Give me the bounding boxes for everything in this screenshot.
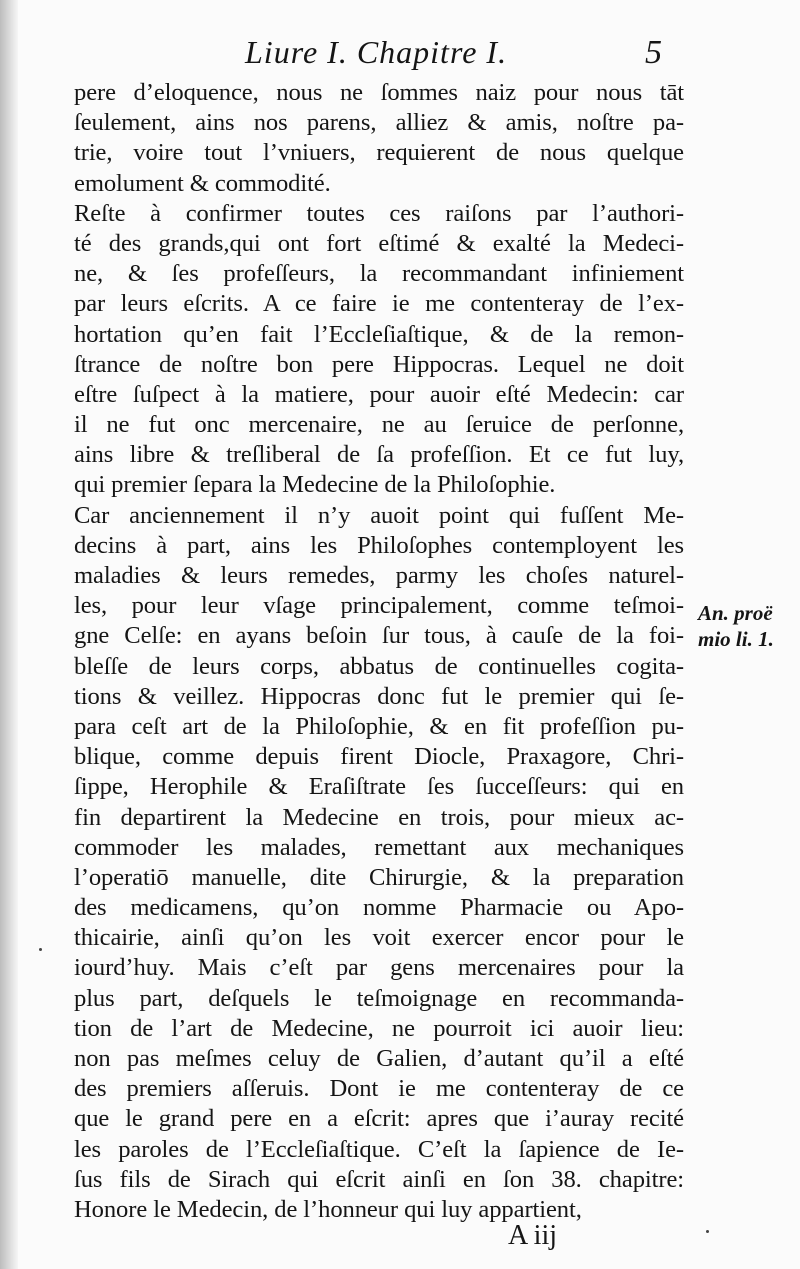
text-line: non pas meſmes celuy de Galien, d’autant qu’il a eſté	[74, 1045, 684, 1072]
margin-note-line-2: mio li. 1.	[698, 627, 774, 651]
text-line: des premiers aſſeruis. Dont ie me contenteray de ce	[74, 1075, 684, 1103]
text-line: Honore le Medecin, de l’honneur qui luy appartient,	[74, 1195, 582, 1223]
page-header	[0, 34, 800, 78]
text-line: blique, comme depuis firent Diocle, Praxagore, Chri-	[74, 743, 684, 771]
signature-mark: A iij	[508, 1220, 558, 1251]
text-line: ſtrance de noſtre bon pere Hippocras. Lequel ne doit	[74, 350, 684, 378]
text-line: para ceſt art de la Philoſophie, & en fit profeſſion pu-	[74, 712, 684, 740]
text-line: fin departirent la Medecine en trois, pour mieux ac-	[74, 803, 684, 831]
text-line: des medicamens, qu’on nomme Pharmacie ou Apo-	[74, 894, 684, 922]
text-line: gne Celſe: en ayans beſoin ſur tous, à cauſe de la foi-	[74, 622, 684, 650]
text-line: par leurs eſcrits. A ce faire ie me contenteray de l’ex-	[74, 290, 684, 318]
text-line: Reſte à confirmer toutes ces raiſons par l’authori-	[74, 199, 684, 227]
text-line: commoder les malades, remettant aux mechaniques	[74, 833, 684, 861]
margin-note	[698, 600, 798, 652]
page-number: 5	[645, 34, 662, 71]
text-line: ne, & ſes profeſſeurs, la recommandant infiniement	[74, 260, 684, 288]
text-line: ains libre & treſliberal de ſa profeſſion. Et ce fut luy,	[74, 441, 684, 469]
body-text	[74, 78, 684, 1225]
text-line: tions & veillez. Hippocras donc fut le premier qui ſe-	[74, 682, 684, 710]
text-line: il ne fut onc mercenaire, ne au ſeruice de perſonne,	[74, 411, 684, 439]
text-line: decins à part, ains les Philoſophes contemployent les	[74, 531, 684, 559]
text-line: ſus fils de Sirach qui eſcrit ainſi en ſon 38. chapitre:	[74, 1165, 684, 1193]
text-line: ſippe, Herophile & Eraſiſtrate ſes ſucceſſeurs: qui en	[74, 773, 684, 801]
text-line: ſeulement, ains nos parens, alliez & amis, noſtre pa-	[74, 109, 684, 137]
text-line: bleſſe de leurs corps, abbatus de continuelles cogita-	[74, 652, 684, 680]
text-line: trie, voire tout l’vniuers, requierent de nous quelque	[74, 139, 684, 167]
ink-speck	[706, 1230, 709, 1233]
page-gutter-shadow	[0, 0, 18, 1269]
text-line: hortation qu’en fait l’Eccleſiaſtique, & de la remon-	[74, 320, 684, 348]
text-line: eſtre ſuſpect à la matiere, pour auoir eſté Medecin: car	[74, 380, 684, 408]
text-line: iourd’huy. Mais c’eſt par gens mercenaires pour la	[74, 954, 684, 982]
ink-speck	[39, 948, 42, 951]
text-line: qui premier ſepara la Medecine de la Philoſophie.	[74, 471, 556, 499]
text-line: Car anciennement il n’y auoit point qui fuſſent Me-	[74, 501, 684, 529]
text-line: té des grands,qui ont fort eſtimé & exalté la Medeci-	[74, 229, 684, 257]
text-line: pere d’eloquence, nous ne ſommes naiz pour nous tāt	[74, 79, 684, 106]
text-line: maladies & leurs remedes, parmy les choſes naturel-	[74, 562, 684, 589]
text-line: l’operatiō manuelle, dite Chirurgie, & la preparation	[74, 863, 684, 891]
text-line: tion de l’art de Medecine, ne pourroit ici auoir lieu:	[74, 1014, 684, 1042]
running-head: Liure I. Chapitre I.	[245, 34, 508, 70]
text-line: plus part, deſquels le teſmoignage en recommanda-	[74, 984, 684, 1012]
text-line: thicairie, ainſi qu’on les voit exercer encor pour le	[74, 924, 684, 952]
text-line: les, pour leur vſage principalement, comme teſmoi-	[74, 592, 684, 620]
text-line: emolument & commodité.	[74, 169, 331, 197]
margin-note-line-1: An. proë	[698, 601, 773, 625]
text-line: les paroles de l’Eccleſiaſtique. C’eſt la ſapience de Ie-	[74, 1135, 684, 1163]
text-line: que le grand pere en a eſcrit: apres que i’auray recité	[74, 1105, 684, 1133]
